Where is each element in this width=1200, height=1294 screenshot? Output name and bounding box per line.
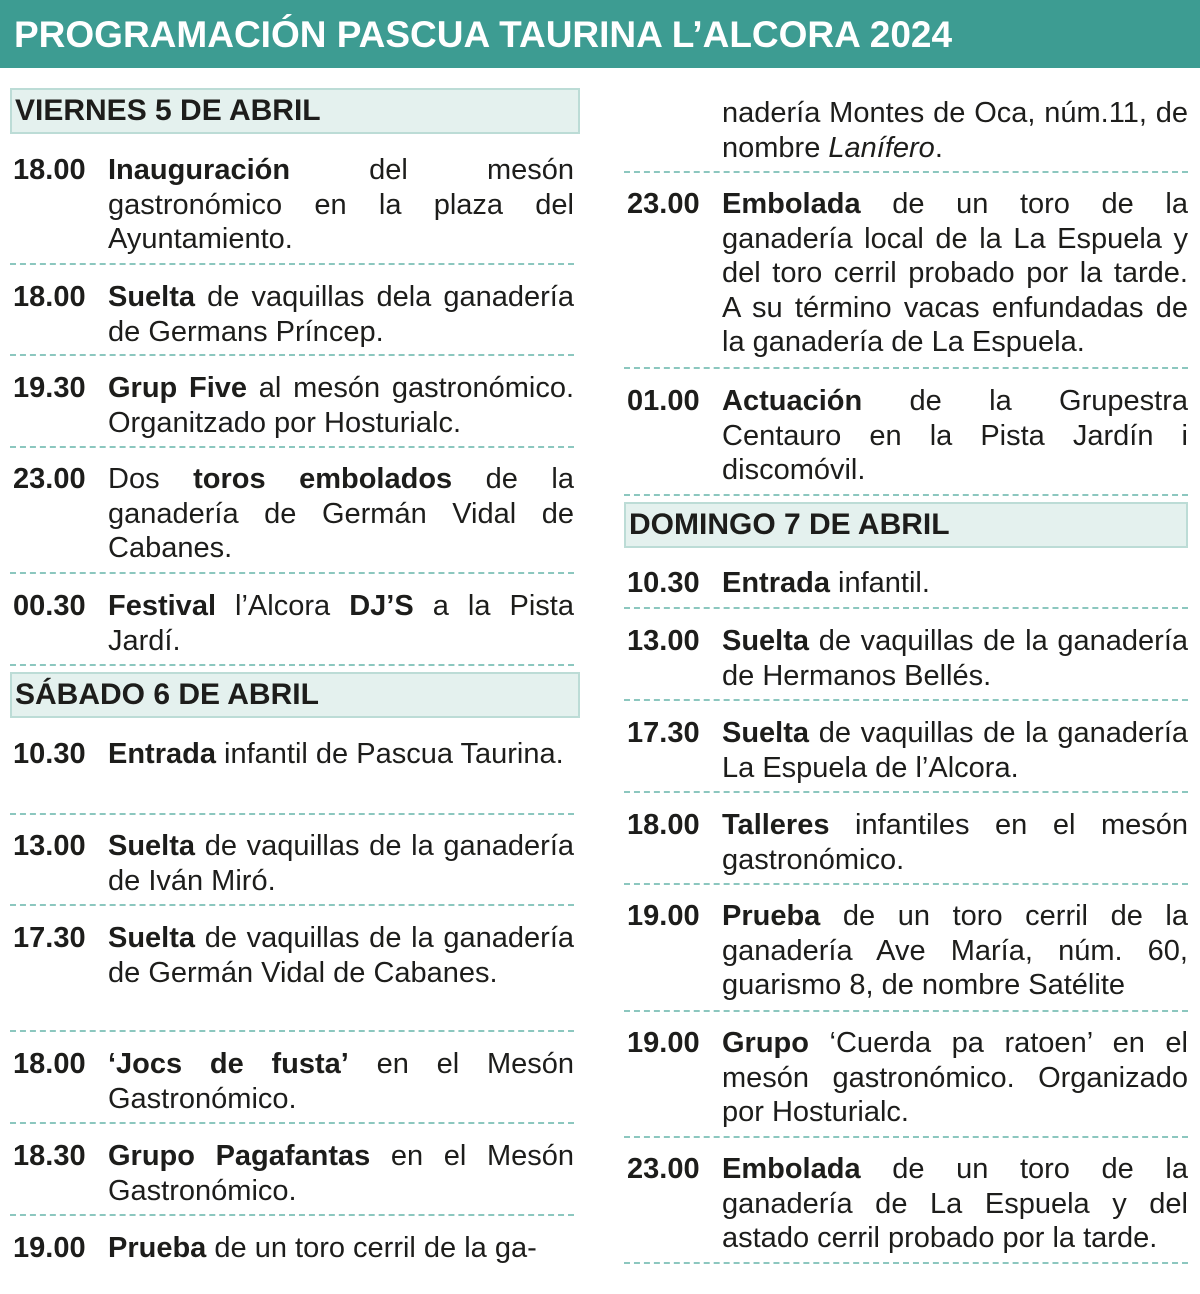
event-description (108, 462, 574, 566)
dashed-divider (10, 446, 574, 448)
event-description (722, 187, 1188, 360)
dashed-divider (624, 607, 1188, 609)
page-title: PROGRAMACIÓN PASCUA TAURINA L’ALCORA 2024 (14, 14, 953, 55)
event-description (108, 280, 574, 349)
event-description (722, 1026, 1188, 1130)
event-text: de vaquillas de la ganadería de Hermanos Bellés. (722, 625, 1188, 692)
event-continuation (624, 96, 1188, 165)
dashed-divider (624, 367, 1188, 369)
event-description (108, 1231, 574, 1266)
event-description (722, 1152, 1188, 1256)
day-header-sabado: SÁBADO 6 DE ABRIL (10, 672, 580, 718)
dashed-divider (624, 1010, 1188, 1012)
event-highlight: Prueba (722, 900, 821, 932)
event-highlight: Embolada (722, 188, 861, 220)
event-time: 18.00 (13, 281, 86, 313)
event-italic: Lanífero (828, 131, 935, 164)
event-time: 01.00 (627, 385, 700, 417)
event-highlight: Entrada (722, 567, 830, 599)
event-text: de vaquillas de la ganadería de Iván Miró. (108, 830, 574, 897)
event-item (624, 808, 1188, 877)
event-description (108, 153, 574, 257)
event-item (10, 1139, 574, 1208)
event-time: 13.00 (13, 830, 86, 862)
event-highlight: Grup Five (108, 372, 248, 404)
event-description (108, 371, 574, 440)
dashed-divider (10, 1030, 574, 1032)
event-item (624, 624, 1188, 693)
event-description (108, 589, 574, 658)
event-description (108, 921, 574, 990)
event-highlight-2: DJ’S (349, 590, 414, 622)
event-description (108, 829, 574, 898)
event-text: de vaquillas de la ganadería La Espuela de l’Alcora. (722, 717, 1188, 784)
event-highlight: Suelta (722, 717, 810, 749)
event-time: 18.00 (13, 154, 86, 186)
event-time: 19.00 (627, 900, 700, 932)
dashed-divider (10, 1122, 574, 1124)
event-item (624, 716, 1188, 785)
event-text: infantiles en el mesón gastronómico. (722, 809, 1188, 876)
event-description (722, 566, 1188, 601)
dashed-divider (624, 171, 1188, 173)
event-text: de la Grupestra Centauro en la Pista Jardín i discomóvil. (722, 385, 1188, 487)
dashed-divider (10, 1214, 574, 1216)
event-item (10, 280, 574, 349)
event-time: 18.00 (13, 1048, 86, 1080)
event-description (722, 808, 1188, 877)
event-description (722, 384, 1188, 488)
event-text: de un toro cerril de la ganadería Ave María, núm. 60, guarismo 8, de nombre Satélite (722, 900, 1188, 1002)
event-highlight: Grupo (722, 1027, 809, 1059)
event-text: l’Alcora (216, 590, 350, 622)
dashed-divider (624, 1136, 1188, 1138)
event-text: de un toro cerril de la ga- (206, 1232, 537, 1264)
dashed-divider (624, 494, 1188, 496)
event-time: 23.00 (13, 463, 86, 495)
event-time: 10.30 (13, 738, 86, 770)
dashed-divider (624, 699, 1188, 701)
event-item (10, 153, 574, 257)
event-item (10, 1231, 574, 1266)
event-item (624, 899, 1188, 1003)
event-highlight: Actuación (722, 385, 863, 417)
day-header-domingo: DOMINGO 7 DE ABRIL (624, 502, 1188, 548)
event-highlight: Grupo Pagafantas (108, 1140, 371, 1172)
dashed-divider (10, 572, 574, 574)
event-text: infantil de Pascua Taurina. (215, 738, 564, 770)
event-highlight: Festival (108, 590, 216, 622)
event-text: nadería Montes de Oca, núm.11, de nombre (722, 97, 1188, 164)
event-item (10, 1047, 574, 1116)
event-time: 19.00 (627, 1027, 700, 1059)
dashed-divider (10, 354, 574, 356)
event-text: de vaquillas de la ganadería de Germán Vidal de Cabanes. (108, 922, 574, 989)
event-time: 19.00 (13, 1232, 86, 1264)
event-item (624, 384, 1188, 488)
dashed-divider (10, 904, 574, 906)
event-highlight: Suelta (722, 625, 810, 657)
event-description (108, 1047, 574, 1116)
event-highlight: Suelta (108, 830, 196, 862)
event-description (722, 624, 1188, 693)
event-highlight: Entrada (108, 738, 216, 770)
event-item (10, 921, 574, 990)
event-text: del mesón gastronómico en la plaza del Ayuntamiento. (108, 154, 574, 256)
event-item (10, 462, 574, 566)
event-time: 23.00 (627, 188, 700, 220)
page-title-banner (0, 0, 1200, 68)
event-time: 00.30 (13, 590, 86, 622)
event-description (722, 716, 1188, 785)
event-time: 13.00 (627, 625, 700, 657)
event-text-2: a la Pista Jardí. (108, 590, 574, 657)
event-time: 23.00 (627, 1153, 700, 1185)
event-text: al mesón gastronómico. Organitzado por Hosturialc. (108, 372, 575, 439)
event-text: en el Mesón Gastronómico. (108, 1140, 574, 1207)
event-text-end: . (934, 131, 943, 164)
event-time: 17.30 (627, 717, 700, 749)
event-text: de la ganadería de Germán Vidal de Cabanes. (108, 463, 574, 565)
event-time: 10.30 (627, 567, 700, 599)
event-text-pre: Dos (108, 463, 194, 495)
event-item (10, 829, 574, 898)
event-highlight: Suelta (108, 281, 196, 313)
event-highlight: Inauguración (108, 154, 291, 186)
event-item (624, 1152, 1188, 1256)
dashed-divider (624, 791, 1188, 793)
event-item (624, 566, 1188, 601)
event-item (624, 1026, 1188, 1130)
event-description (108, 1139, 574, 1208)
event-item (10, 737, 574, 772)
event-description (722, 96, 1188, 165)
event-time: 17.30 (13, 922, 86, 954)
event-time: 19.30 (13, 372, 86, 404)
event-item (624, 187, 1188, 360)
event-time: 18.30 (13, 1140, 86, 1172)
day-header-viernes: VIERNES 5 DE ABRIL (10, 88, 580, 134)
dashed-divider (10, 664, 574, 666)
dashed-divider (10, 813, 574, 815)
event-time: 18.00 (627, 809, 700, 841)
event-highlight: Prueba (108, 1232, 207, 1264)
event-item (10, 371, 574, 440)
dashed-divider (10, 263, 574, 265)
event-highlight: toros embolados (193, 463, 453, 495)
event-text: de un toro de la ganadería de La Espuela y del astado cerril probado por la tarde. (722, 1153, 1188, 1255)
event-highlight: Embolada (722, 1153, 861, 1185)
event-text: en el Mesón Gastronómico. (108, 1048, 574, 1115)
event-description (722, 899, 1188, 1003)
event-highlight: Suelta (108, 922, 196, 954)
dashed-divider (624, 883, 1188, 885)
event-text: infantil. (829, 567, 930, 599)
event-highlight: Talleres (722, 809, 830, 841)
event-text: de vaquillas dela ganadería de Germans Príncep. (108, 281, 574, 348)
event-text: de un toro de la ganadería local de la La Espuela y del toro cerril probado por la tarde. A su término vacas enfundadas de la ganadería de La Espuela. (722, 188, 1188, 359)
event-text: ‘Cuerda pa ratoen’ en el mesón gastronómico. Organizado por Hosturialc. (722, 1027, 1188, 1129)
event-description (108, 737, 574, 772)
event-item (10, 589, 574, 658)
event-highlight: ‘Jocs de fusta’ (108, 1048, 349, 1080)
dashed-divider (624, 1262, 1188, 1264)
